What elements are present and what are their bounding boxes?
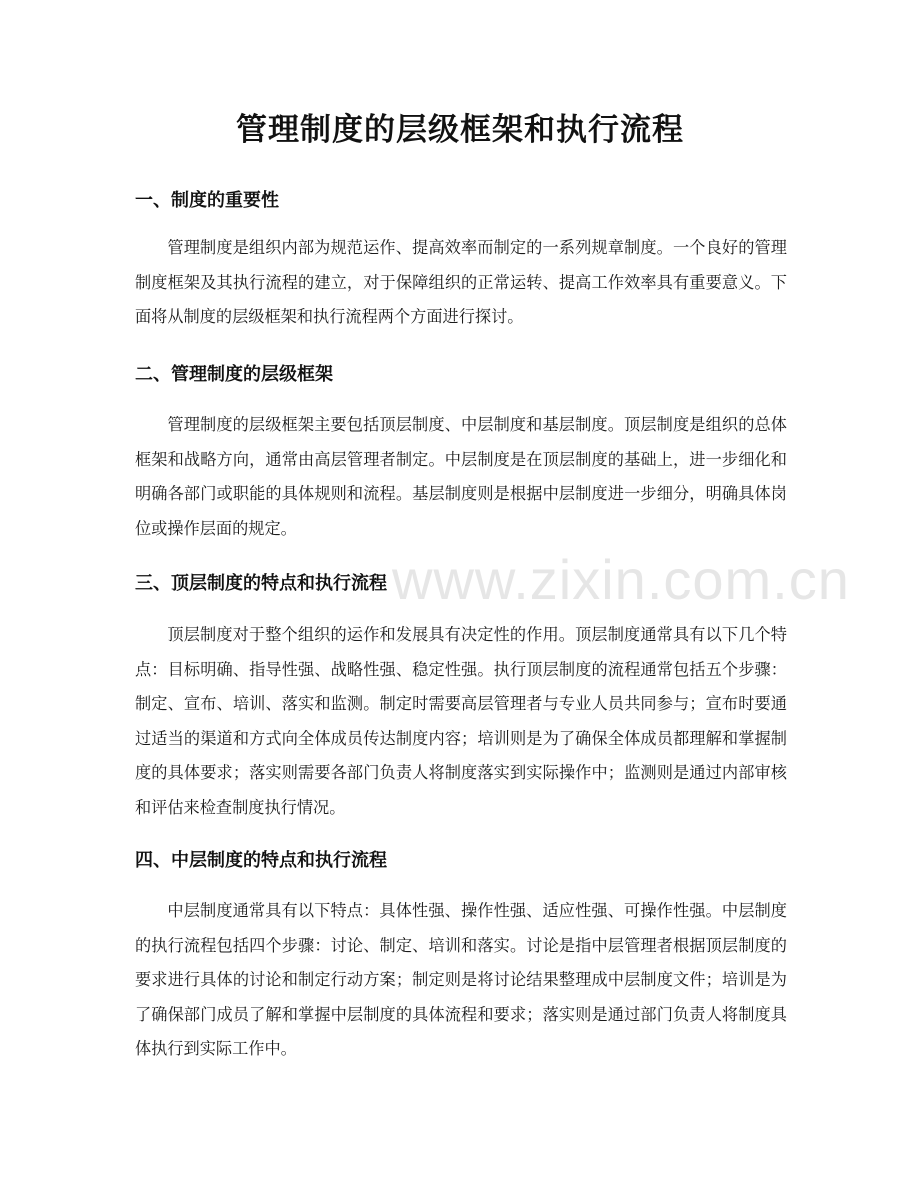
- section-heading-3: 三、顶层制度的特点和执行流程: [135, 573, 387, 594]
- section-paragraph-3: 顶层制度对于整个组织的运作和发展具有决定性的作用。顶层制度通常具有以下几个特点：目标明确、指导性强、战略性强、稳定性强。执行顶层制度的流程通常包括五个步骤：制定、宣布、培训、落实和监测。制定时需要高层管理者与专业人员共同参与；宣布时要通过适当的渠道和方式向全体成员传达制度内容；培训则是为了确保全体成员都理解和掌握制度的具体要求；落实则需要各部门负责人将制度落实到实际操作中；监测则是通过内部审核和评估来检查制度执行情况。: [135, 625, 787, 817]
- section-heading-2: 二、管理制度的层级框架: [135, 364, 333, 385]
- section-heading-4: 四、中层制度的特点和执行流程: [135, 850, 387, 871]
- section-paragraph-1: 管理制度是组织内部为规范运作、提高效率而制定的一系列规章制度。一个良好的管理制度框架及其执行流程的建立，对于保障组织的正常运转、提高工作效率具有重要意义。下面将从制度的层级框架和执行流程两个方面进行探讨。: [135, 238, 787, 327]
- watermark: www.zixin.com.cn: [392, 548, 850, 611]
- page-title: 管理制度的层级框架和执行流程: [236, 112, 684, 148]
- section-paragraph-4: 中层制度通常具有以下特点：具体性强、操作性强、适应性强、可操作性强。中层制度的执行流程包括四个步骤：讨论、制定、培训和落实。讨论是指中层管理者根据顶层制度的要求进行具体的讨论和制定行动方案；制定则是将讨论结果整理成中层制度文件；培训是为了确保部门成员了解和掌握中层制度的具体流程和要求；落实则是通过部门负责人将制度具体执行到实际工作中。: [135, 901, 787, 1059]
- section-paragraph-2: 管理制度的层级框架主要包括顶层制度、中层制度和基层制度。顶层制度是组织的总体框架和战略方向，通常由高层管理者制定。中层制度是在顶层制度的基础上，进一步细化和明确各部门或职能的具体规则和流程。基层制度则是根据中层制度进一步细分，明确具体岗位或操作层面的规定。: [135, 415, 787, 538]
- section-heading-1: 一、制度的重要性: [135, 190, 279, 211]
